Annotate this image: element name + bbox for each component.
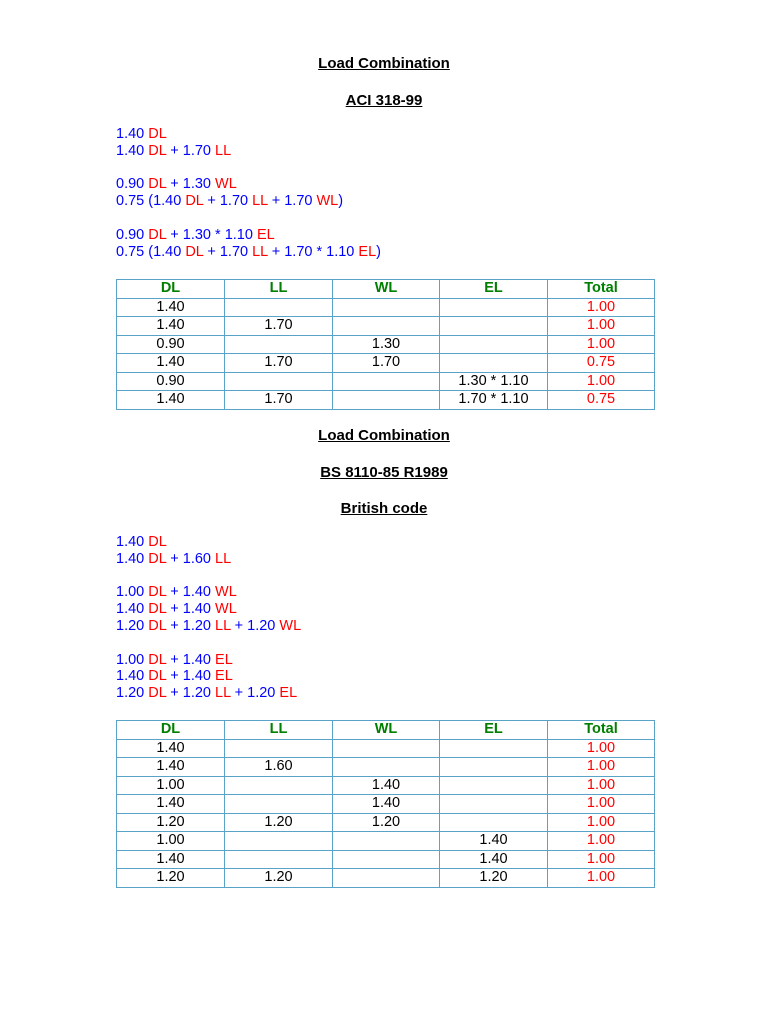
column-header-wl: WL [333,721,440,740]
load-term: EL [215,668,233,685]
coefficient-text: 1.40 [116,534,149,550]
coefficient-text: 1.40 [116,126,149,142]
cell-dl: 1.40 [117,391,225,410]
load-term: DL [148,584,167,601]
formula-line [116,551,301,568]
formula-spacer [116,160,381,177]
coefficient-text: + 1.40 [166,601,216,618]
load-term: DL [185,243,204,260]
column-header-total: Total [548,721,655,740]
cell-ll [225,372,333,391]
cell-dl: 0.90 [117,335,225,354]
load-term: DL [148,617,167,634]
coefficient-text: 1.00 [116,584,149,601]
coefficient-text: + 1.20 [230,617,280,634]
formula-line [116,227,381,244]
cell-el: 1.30 * 1.10 [440,372,548,391]
cell-wl [333,298,440,317]
cell-wl [333,869,440,888]
formula-line [116,584,301,601]
load-term: LL [252,243,268,260]
load-term: LL [215,142,232,159]
cell-ll: 1.60 [225,758,333,777]
table-row [117,372,655,391]
table-row [117,317,655,336]
cell-ll [225,776,333,795]
column-header-dl: DL [117,280,225,299]
cell-el: 1.70 * 1.10 [440,391,548,410]
cell-dl: 1.20 [117,813,225,832]
formula-spacer [116,210,381,227]
cell-total: 1.00 [548,372,655,391]
formula-line [116,652,301,669]
column-header-el: EL [440,280,548,299]
cell-dl: 1.40 [117,739,225,758]
cell-total: 1.00 [548,850,655,869]
cell-total: 1.00 [548,869,655,888]
cell-wl: 1.20 [333,813,440,832]
cell-el [440,739,548,758]
cell-dl: 1.00 [117,776,225,795]
load-term: DL [148,601,167,618]
load-term: WL [215,176,237,193]
load-term: LL [215,685,231,702]
column-header-ll: LL [225,721,333,740]
cell-dl: 1.20 [117,869,225,888]
cell-el: 1.40 [440,850,548,869]
cell-el [440,335,548,354]
coefficient-text: + 1.40 [166,651,216,668]
cell-wl [333,758,440,777]
coefficient-text: + 1.30 [166,176,216,193]
load-term: WL [215,584,237,601]
aci-formula-list [116,126,381,260]
table-header-row [117,721,655,740]
cell-dl: 1.00 [117,832,225,851]
load-term: DL [148,651,167,668]
cell-el [440,776,548,795]
cell-ll [225,850,333,869]
formula-line [116,534,301,551]
cell-dl: 1.40 [117,354,225,373]
cell-ll [225,739,333,758]
load-term: LL [215,550,232,567]
cell-dl: 1.40 [117,795,225,814]
cell-dl: 1.40 [117,298,225,317]
table-row [117,354,655,373]
cell-el [440,795,548,814]
cell-wl [333,372,440,391]
cell-el [440,354,548,373]
table-row [117,758,655,777]
cell-wl [333,739,440,758]
column-header-total: Total [548,280,655,299]
load-term: DL [148,142,167,159]
coefficient-text: 1.40 [116,601,149,618]
load-term: EL [279,685,298,702]
cell-wl [333,317,440,336]
coefficient-text: 0.75 (1.40 [116,193,186,210]
cell-el [440,813,548,832]
load-term: WL [279,617,302,634]
column-header-ll: LL [225,280,333,299]
aci-code-heading: ACI 318-99 [345,92,423,109]
cell-ll [225,335,333,354]
bs-code-heading: BS 8110-85 R1989 [320,464,448,481]
bs-formula-list [116,534,301,702]
table-row [117,869,655,888]
cell-dl: 0.90 [117,372,225,391]
formula-line [116,601,301,618]
aci-title: Load Combination [318,55,450,72]
load-term: DL [148,550,167,567]
table-row [117,776,655,795]
cell-ll: 1.20 [225,813,333,832]
coefficient-text: 1.20 [116,685,149,702]
cell-total: 1.00 [548,298,655,317]
cell-el: 1.40 [440,832,548,851]
load-term: DL [148,668,167,685]
formula-spacer [116,635,301,652]
cell-total: 1.00 [548,795,655,814]
cell-ll: 1.70 [225,391,333,410]
formula-line [116,126,381,143]
cell-total: 1.00 [548,832,655,851]
cell-total: 0.75 [548,391,655,410]
column-header-el: EL [440,721,548,740]
coefficient-text: + 1.40 [166,584,216,601]
cell-ll [225,298,333,317]
table-row [117,795,655,814]
cell-wl [333,832,440,851]
coefficient-text: 1.40 [116,668,149,685]
cell-total: 1.00 [548,758,655,777]
table-row [117,832,655,851]
load-term: WL [215,601,237,618]
cell-ll [225,795,333,814]
coefficient-text: + 1.20 [166,617,216,634]
aci-combination-table [116,279,655,410]
bs-combination-table [116,720,655,888]
table-row [117,335,655,354]
cell-total: 1.00 [548,739,655,758]
coefficient-text: 0.75 (1.40 [116,243,186,260]
load-term: DL [148,226,167,243]
coefficient-text: + 1.70 * 1.10 [267,243,359,260]
formula-line [116,668,301,685]
coefficient-text: 0.90 [116,226,149,243]
cell-ll: 1.70 [225,317,333,336]
load-term: DL [185,193,204,210]
load-term: EL [256,226,275,243]
cell-dl: 1.40 [117,317,225,336]
cell-el [440,317,548,336]
load-term: WL [316,193,339,210]
coefficient-text: 1.40 [116,550,149,567]
load-term: DL [148,685,167,702]
coefficient-text: + 1.60 [166,550,216,567]
cell-ll: 1.20 [225,869,333,888]
table-row [117,850,655,869]
coefficient-text: 0.90 [116,176,149,193]
coefficient-text: ) [376,243,381,260]
load-term: EL [215,651,233,668]
formula-line [116,685,301,702]
cell-dl: 1.40 [117,758,225,777]
load-term: EL [358,243,377,260]
coefficient-text: + 1.40 [166,668,216,685]
table-row [117,391,655,410]
cell-total: 1.00 [548,776,655,795]
bs-subtitle: British code [340,500,428,517]
coefficient-text: + 1.30 * 1.10 [166,226,257,243]
column-header-dl: DL [117,721,225,740]
formula-line [116,193,381,210]
formula-line [116,143,381,160]
coefficient-text: + 1.20 [166,685,216,702]
cell-total: 1.00 [548,335,655,354]
cell-el [440,298,548,317]
coefficient-text: + 1.20 [230,685,280,702]
formula-line [116,618,301,635]
load-term: DL [148,126,167,142]
load-term: DL [148,534,167,550]
table-row [117,298,655,317]
coefficient-text: + 1.70 [203,243,253,260]
cell-ll [225,832,333,851]
cell-total: 0.75 [548,354,655,373]
cell-wl: 1.30 [333,335,440,354]
table-row [117,813,655,832]
coefficient-text: + 1.70 [267,193,317,210]
table-header-row [117,280,655,299]
coefficient-text: + 1.70 [166,142,216,159]
cell-total: 1.00 [548,317,655,336]
formula-line [116,244,381,261]
cell-wl: 1.40 [333,776,440,795]
column-header-wl: WL [333,280,440,299]
coefficient-text: 1.20 [116,617,149,634]
table-row [117,739,655,758]
cell-el [440,758,548,777]
cell-total: 1.00 [548,813,655,832]
formula-line [116,176,381,193]
cell-wl [333,850,440,869]
coefficient-text: + 1.70 [203,193,253,210]
load-term: LL [252,193,268,210]
formula-spacer [116,568,301,585]
load-term: DL [148,176,167,193]
load-term: LL [215,617,231,634]
cell-el: 1.20 [440,869,548,888]
bs-title: Load Combination [318,427,450,444]
cell-wl [333,391,440,410]
cell-dl: 1.40 [117,850,225,869]
cell-wl: 1.70 [333,354,440,373]
cell-ll: 1.70 [225,354,333,373]
cell-wl: 1.40 [333,795,440,814]
coefficient-text: 1.00 [116,651,149,668]
coefficient-text: ) [338,193,344,210]
coefficient-text: 1.40 [116,142,149,159]
